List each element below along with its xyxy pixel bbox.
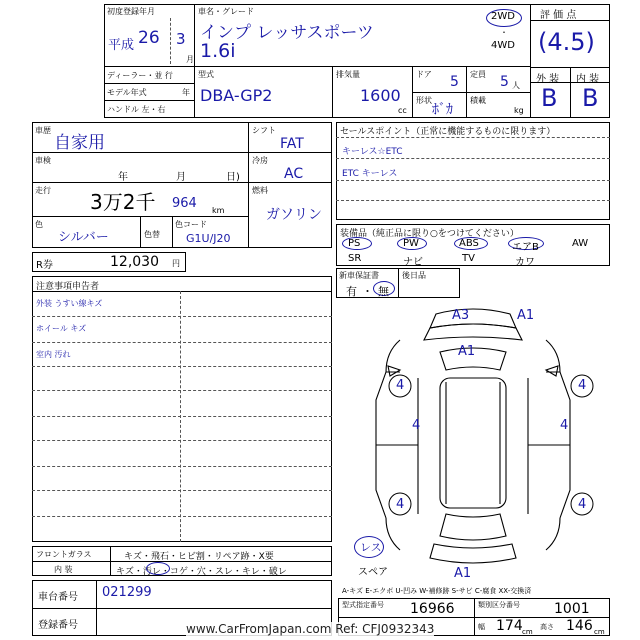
- divider: [336, 200, 610, 201]
- recycle-label: R券: [36, 260, 53, 271]
- color-value: シルバー: [58, 230, 109, 245]
- model-year-label: モデル年式: [107, 88, 147, 97]
- drive-4wd: 4WD: [491, 40, 515, 51]
- sales-title: セールスポイント（正常に機能するものに限ります）: [340, 127, 556, 137]
- year-value: 26: [138, 28, 160, 48]
- damage-mark-windshield: A1: [458, 344, 476, 359]
- sales-line-1: キーレス☆ETC: [342, 147, 403, 157]
- damage-mark-right-door: 4: [560, 418, 569, 433]
- interior-terms: キズ・汚レ・コゲ・穴・スレ・キレ・破レ: [116, 567, 287, 577]
- displacement-label: 排気量: [336, 70, 360, 79]
- divider: [104, 83, 194, 84]
- month-unit: 月: [186, 55, 194, 64]
- equip-abs: ABS: [459, 238, 479, 249]
- stain-circle: [146, 562, 170, 575]
- divider: [32, 516, 332, 517]
- interior-label: 内 装: [576, 74, 600, 85]
- divider: [32, 291, 332, 292]
- color-code-label: 色コード: [175, 220, 207, 229]
- inspection-year: 年: [118, 172, 128, 183]
- spare-label: スペア: [358, 567, 388, 578]
- windshield-label: フロントガラス: [36, 550, 92, 559]
- inspection-label: 車検: [35, 156, 51, 165]
- reg-label: 登録番号: [38, 620, 78, 631]
- divider: [336, 158, 610, 159]
- height-value: 146: [566, 618, 593, 634]
- interior-grade: B: [582, 84, 599, 112]
- record-label: 後日品: [402, 271, 426, 280]
- warranty-yes: 有: [346, 285, 357, 298]
- width-label: 幅: [478, 623, 485, 631]
- notes-title: 注意事項申告者: [36, 282, 100, 292]
- grade-value: 1.6i: [200, 40, 236, 62]
- equip-pw: PW: [403, 238, 419, 249]
- note-line-2: ホイール キズ: [36, 324, 87, 333]
- shape-value: ﾎﾞｶ: [432, 102, 453, 118]
- width-value: 174: [496, 618, 523, 634]
- windshield-terms: キズ・飛石・ヒビ割・リペア跡・X要: [124, 552, 274, 562]
- divider: [32, 440, 332, 441]
- damage-mark-front-right-wheel: 4: [578, 378, 587, 393]
- type-label: 型式: [198, 70, 214, 79]
- equipment-title: 装備品（純正品に限り○をつけてください）: [340, 229, 519, 239]
- class-number: 1001: [554, 601, 590, 617]
- warranty-dot: ・: [362, 285, 373, 298]
- mileage-main: 3万2千: [90, 190, 156, 214]
- divider: [32, 390, 332, 391]
- divider: [96, 580, 97, 636]
- divider: [104, 100, 194, 101]
- divider: [412, 92, 530, 93]
- class-label: 類別区分番号: [478, 601, 520, 609]
- mileage-detail: 964: [172, 196, 197, 211]
- damage-mark-hood-right: A1: [517, 308, 535, 323]
- spare-less: レス: [360, 541, 382, 554]
- divider: [332, 66, 333, 118]
- divider: [32, 342, 332, 343]
- drive-dot: ・: [500, 28, 508, 37]
- model-code: DBA-GP2: [200, 86, 273, 105]
- month-value: 3: [176, 30, 186, 48]
- divider: [336, 180, 610, 181]
- divider: [32, 316, 332, 317]
- door-value: 5: [450, 74, 459, 90]
- kg-unit: kg: [514, 106, 524, 115]
- car-name-label: 車名・グレード: [198, 7, 254, 16]
- divider: [32, 182, 248, 183]
- handle-label: ハンドル 左・右: [107, 105, 166, 114]
- spec-number: 16966: [410, 601, 455, 617]
- warranty-no: 無: [378, 285, 389, 298]
- capacity-value: 5: [500, 74, 509, 90]
- equip-airbag: エアB: [512, 242, 539, 253]
- capacity-unit: 人: [512, 81, 520, 90]
- recycle-value: 12,030: [110, 254, 159, 270]
- divider: [32, 366, 332, 367]
- door-label: ドア: [416, 70, 432, 79]
- divider: [140, 216, 141, 248]
- damage-mark-hood-left: A3: [452, 308, 470, 323]
- displacement-value: 1600: [360, 86, 401, 105]
- equip-ps: PS: [348, 238, 361, 249]
- divider: [336, 137, 610, 138]
- damage-mark-rear-left-wheel: 4: [396, 497, 405, 512]
- equip-navi: ナビ: [403, 257, 423, 268]
- shape-label: 形状: [416, 96, 432, 105]
- exterior-label: 外 装: [536, 74, 560, 85]
- damage-legend: A-キズ E-エクボ U-凹み W-補修跡 S-サビ C-腐食 XX-交換済: [342, 587, 532, 595]
- divider: [398, 268, 399, 298]
- fuel-value: ガソリン: [266, 207, 322, 223]
- era-value: 平成: [108, 38, 135, 53]
- equip-aw: AW: [572, 238, 589, 249]
- km-unit: km: [212, 206, 225, 215]
- divider: [32, 466, 332, 467]
- inspection-day: 日): [226, 172, 240, 183]
- sales-line-2: ETC キーレス: [342, 169, 398, 179]
- inspection-month: 月: [176, 172, 186, 183]
- cc-unit: cc: [398, 106, 407, 115]
- damage-mark-rear-right-wheel: 4: [578, 497, 587, 512]
- capacity-label: 定員: [470, 70, 486, 79]
- new-car-warranty-label: 新車保証書: [339, 271, 379, 280]
- shift-value: FAT: [280, 136, 304, 152]
- divider: [110, 546, 111, 576]
- chassis-value: 021299: [102, 585, 152, 600]
- model-year-unit: 年: [182, 88, 190, 97]
- equip-leather: カワ: [515, 257, 535, 268]
- load-label: 積載: [470, 96, 486, 105]
- divider: [194, 66, 195, 118]
- use-value: 自家用: [54, 133, 105, 153]
- height-unit: cm: [594, 628, 605, 636]
- first-reg-label: 初度登録年月: [107, 7, 155, 16]
- divider: [248, 182, 332, 183]
- color-code-value: G1U/J20: [186, 232, 231, 245]
- car-name-value: インプ レッサスポーツ: [200, 23, 374, 43]
- divider: [530, 4, 531, 118]
- divider: [474, 598, 475, 636]
- interior-cond-label: 内 装: [54, 565, 73, 574]
- color-change-label: 色替: [144, 230, 160, 239]
- divider: [172, 216, 173, 248]
- damage-mark-front-left-wheel: 4: [396, 378, 405, 393]
- score-label: 評 価 点: [540, 10, 577, 21]
- height-label: 高さ: [540, 623, 554, 631]
- divider: [570, 67, 571, 118]
- mileage-label: 走行: [35, 186, 51, 195]
- note-line-1: 外装 うすい線キズ: [36, 299, 103, 308]
- use-label: 車歴: [35, 126, 51, 135]
- divider: [248, 152, 332, 153]
- damage-mark-left-door: 4: [412, 418, 421, 433]
- spec-label: 型式指定番号: [342, 601, 384, 609]
- ac-value: AC: [284, 166, 304, 182]
- drive-2wd: 2WD: [491, 11, 515, 22]
- watermark: www.CarFromJapan.com Ref: CFJ0932343: [186, 622, 435, 636]
- divider: [194, 4, 195, 66]
- dealer-label: ディーラー・並 行: [107, 71, 173, 80]
- shift-label: シフト: [252, 126, 276, 135]
- recycle-frame: [32, 252, 186, 272]
- color-label: 色: [35, 220, 43, 229]
- score-value: (4.5): [538, 28, 595, 56]
- chassis-label: 車台番号: [38, 592, 78, 603]
- equip-sr: SR: [348, 253, 362, 264]
- divider: [32, 416, 332, 417]
- width-unit: cm: [522, 628, 533, 636]
- ac-label: 冷房: [252, 156, 268, 165]
- divider: [32, 490, 332, 491]
- fuel-label: 燃料: [252, 186, 268, 195]
- divider: [248, 122, 249, 248]
- equip-tv: TV: [462, 253, 475, 264]
- yen-unit: 円: [172, 259, 180, 268]
- divider: [32, 608, 332, 609]
- exterior-grade: B: [541, 84, 558, 112]
- damage-mark-rear-bumper: A1: [454, 566, 472, 581]
- note-line-3: 室内 汚れ: [36, 350, 71, 359]
- divider: [170, 18, 171, 64]
